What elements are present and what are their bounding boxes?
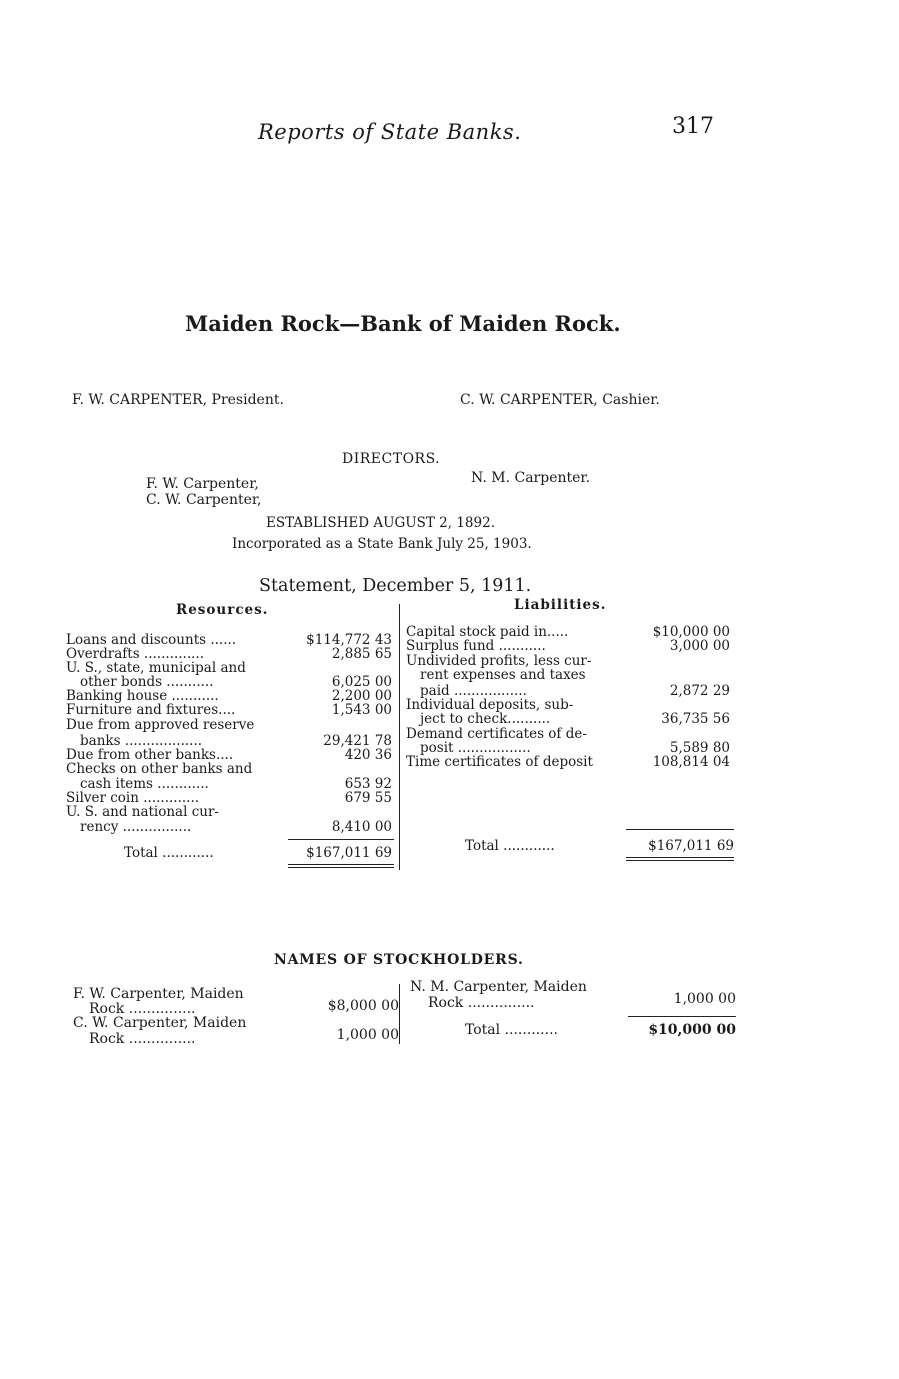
president: F. W. CARPENTER, President. — [72, 392, 284, 408]
total-double-rule — [288, 864, 394, 868]
resources-heading: Resources. — [176, 602, 269, 618]
column-divider — [399, 604, 400, 870]
subtotal-rule — [628, 1016, 736, 1017]
director-name: F. W. Carpenter, — [146, 476, 259, 492]
total-double-rule — [626, 857, 734, 861]
subtotal-rule — [288, 839, 394, 840]
stockholders-heading: NAMES OF STOCKHOLDERS. — [274, 952, 524, 968]
established-line: ESTABLISHED AUGUST 2, 1892. — [266, 515, 495, 531]
cashier: C. W. CARPENTER, Cashier. — [460, 392, 660, 408]
subtotal-rule — [626, 829, 734, 830]
liabilities-heading: Liabilities. — [514, 597, 607, 613]
statement-heading: Statement, December 5, 1911. — [259, 576, 532, 596]
column-divider — [399, 984, 400, 1044]
director-name: N. M. Carpenter. — [471, 470, 591, 486]
directors-heading: DIRECTORS. — [342, 451, 441, 467]
running-head: Reports of State Banks. — [258, 120, 522, 144]
director-name: C. W. Carpenter, — [146, 492, 262, 508]
incorporated-line: Incorporated as a State Bank July 25, 1903. — [232, 536, 532, 552]
page-title: Maiden Rock—Bank of Maiden Rock. — [185, 311, 621, 336]
page-number: 317 — [672, 114, 714, 139]
